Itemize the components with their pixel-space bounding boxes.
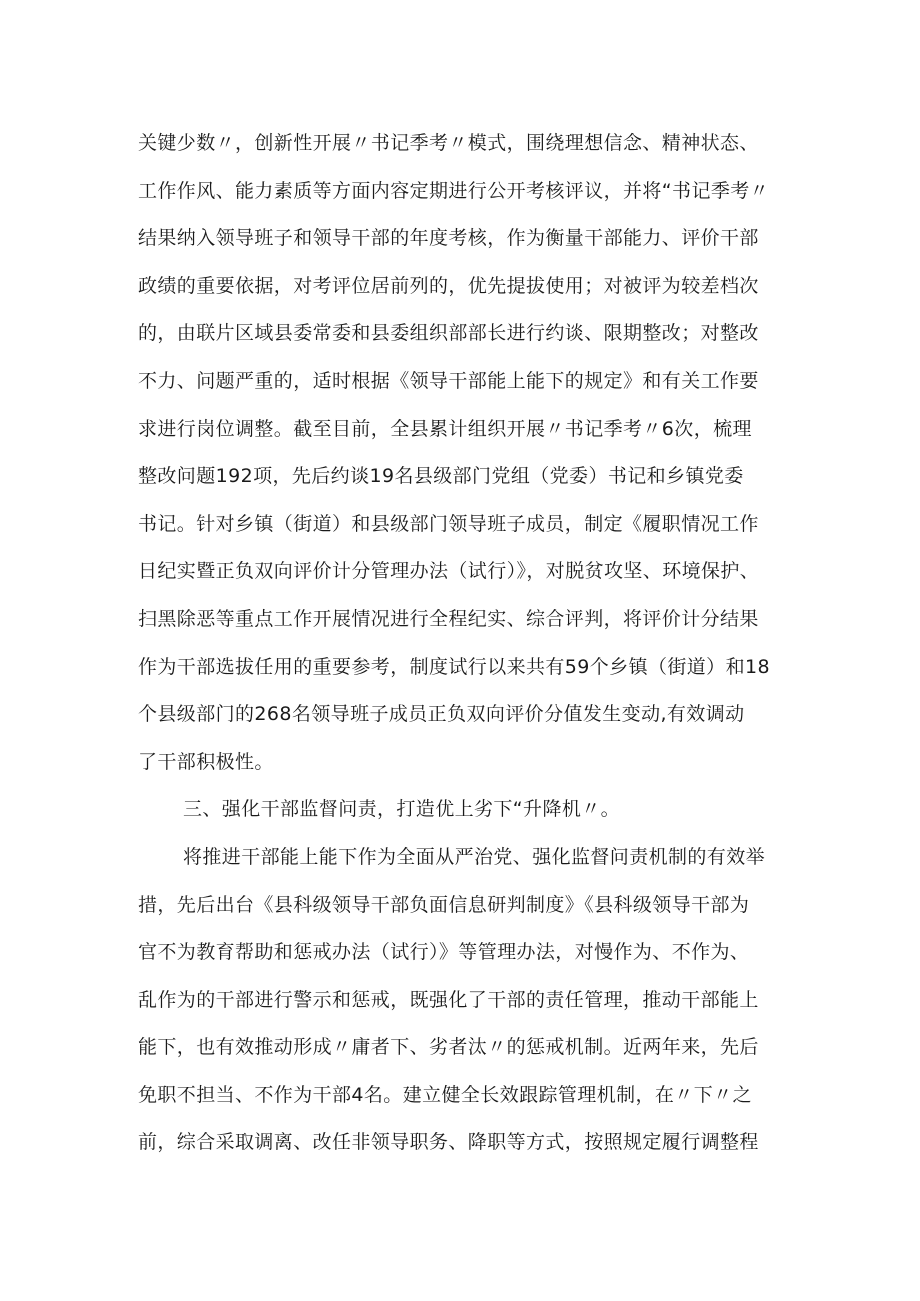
- body-line: 扫黑除恶等重点工作开展情况进行全程纪实、综合评判，将评价计分结果: [138, 607, 759, 630]
- body-line: 书记。针对乡镇（街道）和县级部门领导班子成员，制定《履职情况工作: [138, 512, 759, 535]
- body-line: 能下，也有效推动形成〃庸者下、劣者汰〃的惩戒机制。近两年来，先后: [138, 1036, 759, 1059]
- body-line: 整改问题192项，先后约谈19名县级部门党组（党委）书记和乡镇党委: [138, 465, 744, 488]
- body-line: 政绩的重要依据，对考评位居前列的，优先提拔使用；对被评为较差档次: [138, 274, 759, 297]
- body-line: 前，综合采取调离、改任非领导职务、降职等方式，按照规定履行调整程: [138, 1131, 759, 1154]
- body-line: 乱作为的干部进行警示和惩戒，既强化了干部的责任管理，推动干部能上: [138, 988, 759, 1011]
- document-body: [138, 120, 788, 1167]
- body-line: 求进行岗位调整。截至目前，全县累计组织开展〃书记季考〃6次，梳理: [138, 417, 752, 440]
- body-line: 个县级部门的268名领导班子成员正负双向评价分值发生变动,有效调动: [138, 703, 745, 726]
- body-line: 措，先后出台《县科级领导干部负面信息研判制度》《县科级领导干部为: [138, 893, 750, 916]
- body-line: 工作作风、能力素质等方面内容定期进行公开考核评议，并将“书记季考〃: [138, 179, 770, 202]
- body-line: 日纪实暨正负双向评价计分管理办法（试行）》，对脱贫攻坚、环境保护、: [138, 560, 760, 583]
- body-line: 官不为教育帮助和惩戒办法（试行）》等管理办法，对慢作为、不作为、: [138, 941, 750, 964]
- section-heading: 三、强化干部监督问责，打造优上劣下“升降机〃。: [183, 798, 621, 821]
- body-line: 的，由联片区域县委常委和县委组织部部长进行约谈、限期整改；对整改: [138, 322, 759, 345]
- body-line: 免职不担当、不作为干部4名。建立健全长效跟踪管理机制，在〃下〃之: [138, 1083, 752, 1106]
- body-line: 结果纳入领导班子和领导干部的年度考核，作为衡量干部能力、评价干部: [138, 227, 759, 250]
- body-line: 了干部积极性。: [138, 750, 274, 773]
- body-line: 关键少数〃，创新性开展〃书记季考〃模式，围绕理想信念、精神状态、: [138, 132, 759, 154]
- body-line: 将推进干部能上能下作为全面从严治党、强化监督问责机制的有效举: [183, 845, 766, 868]
- body-line: 不力、问题严重的，适时根据《领导干部能上能下的规定》和有关工作要: [138, 369, 759, 392]
- body-line: 作为干部选拔任用的重要参考，制度试行以来共有59个乡镇（街道）和18: [138, 655, 770, 678]
